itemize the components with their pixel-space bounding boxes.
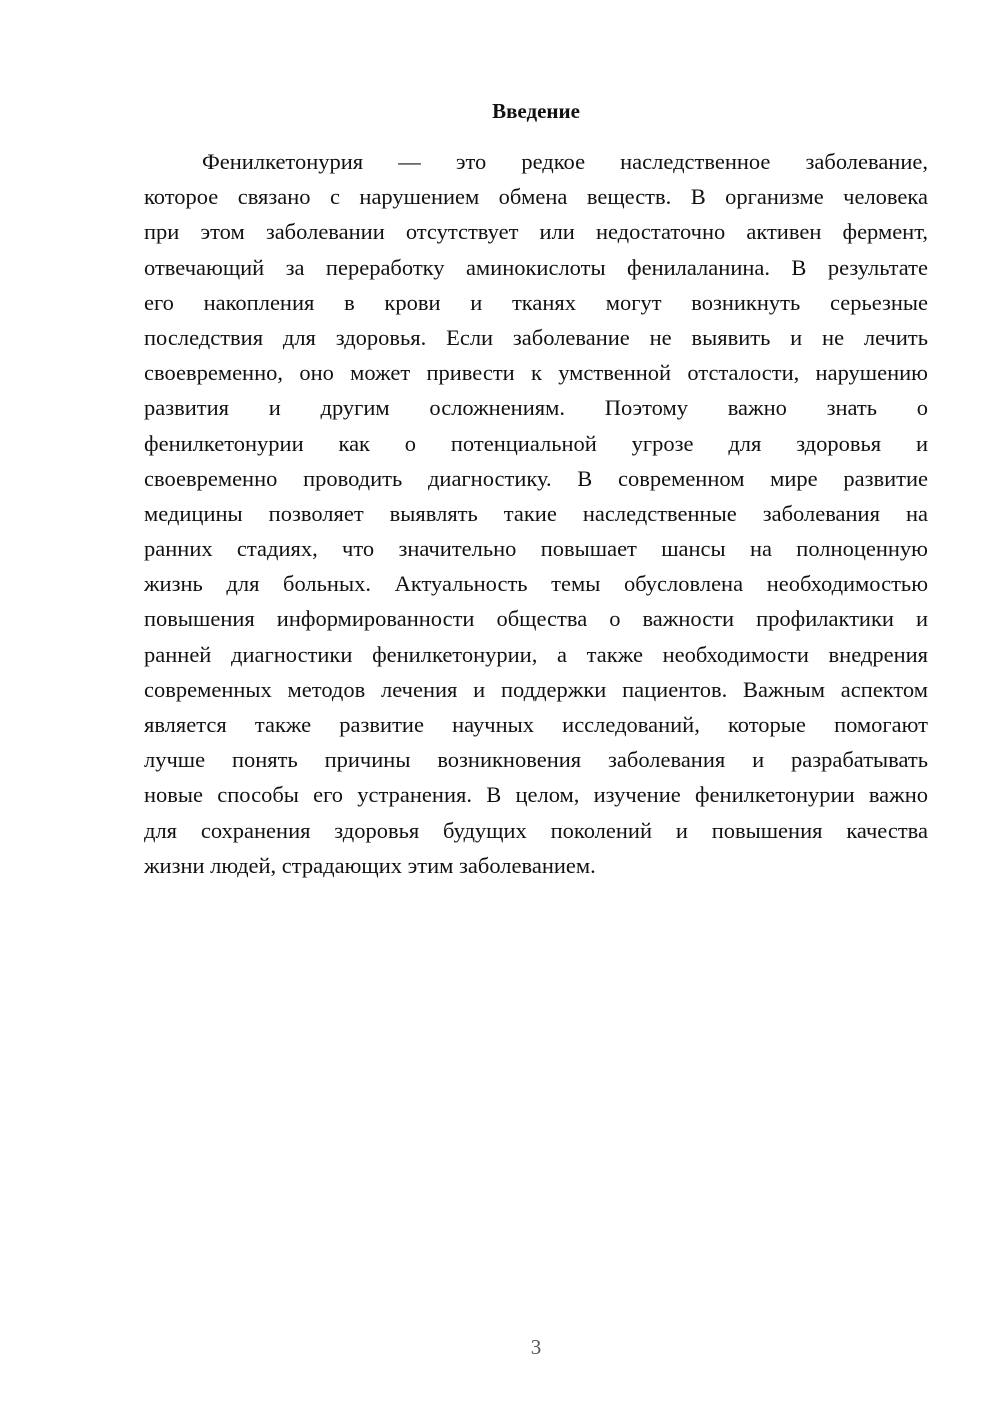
paragraph-line: жизни людей, страдающих этим заболеванием. — [144, 852, 596, 878]
paragraph-line: при этом заболевании отсутствует или недостаточно активен фермент, — [144, 219, 928, 245]
paragraph-line: последствия для здоровья. Если заболевание не выявить и не лечить — [144, 324, 928, 350]
paragraph-line: современных методов лечения и поддержки пациентов. Важным аспектом — [144, 676, 928, 702]
paragraph-line: жизнь для больных. Актуальность темы обусловлена необходимостью — [144, 571, 928, 597]
paragraph-line: отвечающий за переработку аминокислоты фенилаланина. В результате — [144, 254, 928, 280]
page-number: 3 — [530, 1335, 542, 1359]
paragraph-line: своевременно, оно может привести к умственной отсталости, нарушению — [144, 360, 928, 386]
paragraph-line: фенилкетонурии как о потенциальной угрозе для здоровья и — [144, 430, 928, 456]
paragraph-line: своевременно проводить диагностику. В современном мире развитие — [144, 465, 928, 491]
paragraph-line: лучше понять причины возникновения заболевания и разрабатывать — [144, 747, 928, 773]
paragraph-line: медицины позволяет выявлять такие наследственные заболевания на — [144, 500, 928, 526]
paragraph-line: Фенилкетонурия — это редкое наследственное заболевание, — [202, 149, 928, 174]
paragraph-line: его накопления в крови и тканях могут возникнуть серьезные — [144, 289, 928, 315]
paragraph-line: ранних стадиях, что значительно повышает шансы на полноценную — [144, 536, 928, 562]
paragraph-line: ранней диагностики фенилкетонурии, а также необходимости внедрения — [144, 641, 928, 667]
paragraph-line: новые способы его устранения. В целом, изучение фенилкетонурии важно — [144, 782, 928, 808]
body-paragraph — [144, 144, 928, 883]
paragraph-line: которое связано с нарушением обмена веществ. В организме человека — [144, 184, 928, 210]
paragraph-line: для сохранения здоровья будущих поколений и повышения качества — [144, 817, 928, 843]
paragraph-line: повышения информированности общества о важности профилактики и — [144, 606, 928, 632]
paragraph-line: развития и другим осложнениям. Поэтому важно знать о — [144, 395, 928, 421]
paragraph-line: является также развитие научных исследований, которые помогают — [144, 712, 928, 737]
section-heading: Введение — [492, 99, 580, 123]
